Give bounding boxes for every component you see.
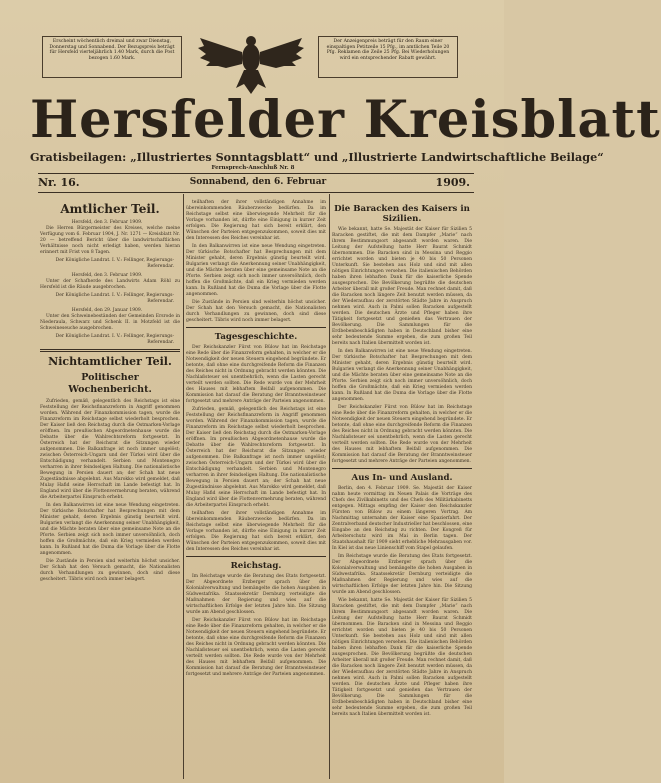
article-text: Die Zustände in Persien sind weiterhin höchst unsicher. Der Schah hat den Versuch gemacht, die Nationalisten durch Verhandlungen zu gewinnen, doch sind diese gescheitert. Täbris wird noch immer belagert. (40, 559, 180, 582)
article-heading-ausland: Aus In- und Ausland. (351, 473, 453, 483)
article-wochenbericht (40, 399, 180, 583)
article-text: Zufrieden, gemäß, gelegentlich des Reichstags ist eine Feststellung der Reichsfinanzreform in Angriff genommen worden. Während der Finanzkommission tagen, wurde die Finanzreform im Reichstage selbst wiederholt besprochen. Der Kaiser ließ den Reichstag durch die Ostmarken-Vorlage eröffnen. Im preußischen Abgeordnetenhause wurde die Debatte über die Wahlrechtsreform fortgesetzt. In Österreich hat der Reichsrat die Sitzungen wieder aufgenommen. Die Balkanfrage ist noch immer ungelöst; zwischen Österreich-Ungarn und der Türkei wird über die Entschädigung verhandelt. Serbien und Montenegro verharren in ihrer feindseligen Haltung. Die nationalistische Bewegung in Persien dauert an; der Schah hat neue Zugeständnisse abgelehnt. Aus Marokko wird gemeldet, daß Mulay Hafid seine Herrschaft im Lande befestigt hat. In England wird über die Flottenvermehrung beraten, während die Arbeiterpartei Einspruch erhebt. (40, 399, 180, 500)
article-text: Die Zustände in Persien sind weiterhin höchst unsicher. Der Schah hat den Versuch gemacht, die Nationalisten durch Verhandlungen zu gewinnen, doch sind diese gescheitert. Täbris wird noch immer belagert. (186, 300, 326, 323)
section-divider (186, 327, 326, 328)
notice-1 (40, 220, 180, 270)
article-heading-baracken: Die Baracken des Kaisers in Sizilien. (334, 204, 470, 224)
column-3 (332, 200, 472, 778)
notice-date: Hersfeld, den 3. Februar 1909. (71, 273, 143, 278)
article-tagesgeschichte (186, 345, 326, 553)
article-heading-reichstag: Reichstag. (230, 561, 282, 571)
notice-signature: Der Königliche Landrat. I. V.: Fellinger, Regierungs-Referendar. (55, 334, 174, 345)
article-heading-tagesgeschichte: Tagesgeschichte. (214, 332, 298, 342)
article-text: Im Reichstage wurde die Beratung des Etats fortgesetzt. Der Abgeordnete Erzberger sprach über die Kolonialverwaltung und bemängelte die hohen Ausgaben in Südwestafrika. Staatssekretär Dernburg verteidigte die Maßnahmen der Regierung und wies auf die wirtschaftlichen Erfolge der letzten Jahre hin. Die Sitzung wurde am Abend geschlossen. (186, 574, 326, 615)
article-text: Im Reichstage wurde die Beratung des Etats fortgesetzt. Der Abgeordnete Erzberger sprach über die Kolonialverwaltung und bemängelte die hohen Ausgaben in Südwestafrika. Staatssekretär Dernburg verteidigte die Maßnahmen der Regierung und wies auf die wirtschaftlichen Erfolge der letzten Jahre hin. Die Sitzung wurde am Abend geschlossen. (332, 554, 472, 595)
article-continued (186, 200, 326, 324)
column-2 (186, 200, 326, 778)
article-text: Berlin, den 4. Februar 1909. Se. Majestät der Kaiser nahm heute vormittag im Neuen Palais die Vorträge des Chefs des Zivilkabinetts und des Chefs des Militärkabinetts entgegen. Mittags empfing der Kaiser den Reichskanzler Fürsten von Bülow zu einem längeren Vortrag. Am Nachmittag unternahm der Kaiser eine Spazierfahrt. Der Zentralverband deutscher Industrieller hat beschlossen, eine Eingabe an den Reichstag zu richten. Der Kongreß für Arbeiterschutz wird im Mai in Berlin tagen. Der Staatshaushalt für 1909 sieht erhebliche Mehrausgaben vor. In Kiel ist das neue Linienschiff vom Stapel gelaufen. (332, 486, 473, 551)
phone-number: Fernsprech-Anschluß Nr. 8 (211, 165, 295, 171)
column-1 (40, 200, 180, 778)
section-heading-amtlich: Amtlicher Teil. (60, 202, 160, 216)
notice-text: Unter den Schweinebeständen der Gemeinden Ersrode in Niederaula, Schwarz und Schenk II. in Motzfeld ist die Schweineseuche ausgebrochen. (40, 314, 180, 331)
notice-text: Unter der Schafherde des Landwirts Adam Röhl zu Hersfeld ist die Räude ausgebrochen. (40, 279, 180, 290)
header-rule-bottom (38, 192, 474, 193)
article-reichstag (186, 574, 326, 678)
notice-text: Die Herren Bürgermeister des Kreises, welche meine Verfügung vom 6. Februar 1904, J. Nr. 1271 — Kreisblatt Nr. 20 — betreffend Bericht über die landwirtschaftlichen Verhältnisse noch nicht erledigt haben, werden hieran erinnert mit Frist von 8 Tagen. (40, 226, 180, 255)
advertising-info-box: Der Anzeigenpreis beträgt für den Raum einer einspaltigen Petitzeile 15 Pfg., im amtlichen Teile 20 Pfg. Reklamen die Zeile 25 Pfg. Bei Wiederholungen wird ein entsprechender Rabatt gewährt. (318, 36, 458, 78)
article-ausland (332, 486, 472, 718)
article-text: teilhaften der ihrer vollständigen Annahme im übereinkommenden Räuberzwecke bedürfen. Da im Reichstage selbst eine überwiegende Mehrheit für die Vorlage vorhanden ist, dürfte eine Einigung in kurzer Zeit erfolgen. Die Regierung hat sich bereit erklärt, den Wünschen der Parteien entgegenzukommen, soweit dies mit den Interessen des Reiches vereinbar ist. (186, 200, 326, 241)
subscription-info-box: Erscheint wöchentlich dreimal und zwar Dienstag, Donnerstag und Sonnabend. Der Bezugspreis beträgt für Hersfeld vierteljährlich 1.40 Mark, durch die Post bezogen 1.60 Mark. (42, 36, 182, 78)
notice-signature: Der Königliche Landrat. I. V.: Fellinger, Regierungs-Referendar. (55, 258, 174, 269)
article-text: Zufrieden, gemäß, gelegentlich des Reichstags ist eine Feststellung der Reichsfinanzreform in Angriff genommen worden. Während der Finanzkommission tagen, wurde die Finanzreform im Reichstage selbst wiederholt besprochen. Der Kaiser ließ den Reichstag durch die Ostmarken-Vorlage eröffnen. Im preußischen Abgeordnetenhause wurde die Debatte über die Wahlrechtsreform fortgesetzt. In Österreich hat der Reichsrat die Sitzungen wieder aufgenommen. Die Balkanfrage ist noch immer ungelöst; zwischen Österreich-Ungarn und der Türkei wird über die Entschädigung verhandelt. Serbien und Montenegro verharren in ihrer feindseligen Haltung. Die nationalistische Bewegung in Persien dauert an; der Schah hat neue Zugeständnisse abgelehnt. Aus Marokko wird gemeldet, daß Mulay Hafid seine Herrschaft im Lande befestigt hat. In England wird über die Flottenvermehrung beraten, während die Arbeiterpartei Einspruch erhebt. (186, 407, 326, 508)
header-rule-top (38, 173, 474, 174)
section-divider (40, 349, 180, 352)
eagle-emblem-icon (196, 28, 306, 98)
notice-date: Hersfeld, den 29. Januar 1909. (71, 308, 143, 313)
article-text: Wie bekannt, hatte Se. Majestät der Kaiser für Sizilien 5 Baracken gestiftet, die mit dem Dampfer „Marie“ nach ihrem Bestimmungsort abgesandt worden waren. Die Leitung der Aufstellung hatte Herr Baurat Schmidt übernommen. Die Baracken sind in Messina und Reggio errichtet worden und bieten je 40 bis 50 Personen Unterkunft. Sie bestehen aus Holz und sind mit allen nötigen Einrichtungen versehen. Die italienischen Behörden haben ihren lebhaften Dank für die kaiserliche Spende ausgesprochen. Die Bevölkerung begrüßte die deutschen Arbeiter überall mit großer Freude. Man rechnet damit, daß die Baracken noch längere Zeit benutzt werden müssen, da der Wiederaufbau der zerstörten Städte Jahre in Anspruch nehmen wird. Auch in Palmi sollen Baracken aufgestellt werden. Die deutschen Ärzte und Pfleger haben ihre Tätigkeit fortgesetzt und genießen das Vertrauen der Bevölkerung. Die Sammlungen für die Erdbebenbeschädigten haben in Deutschland bisher eine sehr bedeutende Summe ergeben, die zum großen Teil bereits nach Italien übermittelt worden ist. (332, 227, 472, 346)
dateline (38, 176, 474, 190)
issue-year: 1909. (435, 176, 470, 189)
article-text: teilhaften der ihrer vollständigen Annahme im übereinkommenden Räuberzwecke bedürfen. Da im Reichstage selbst eine überwiegende Mehrheit für die Vorlage vorhanden ist, dürfte eine Einigung in kurzer Zeit erfolgen. Die Regierung hat sich bereit erklärt, den Wünschen der Parteien entgegenzukommen, soweit dies mit den Interessen des Reiches vereinbar ist. (186, 511, 326, 552)
notice-signature: Der Königliche Landrat. I. V.: Fellinger, Regierungs-Referendar. (55, 293, 174, 304)
article-baracken (332, 227, 472, 465)
masthead-title: Hersfelder Kreisblatt (30, 90, 661, 150)
article-text: In den Balkanwirren ist eine neue Wendung eingetreten. Der türkische Botschafter hat Besprechungen mit dem Minister gehabt, deren Ergebnis günstig beurteilt wird. Bulgarien verlangt die Anerkennung seiner Unabhängigkeit, und die Mächte beraten über eine gemeinsame Note an die Pforte. Serbien zeigt sich noch immer unversöhnlich, doch hoffen die Großmächte, daß ein Krieg vermieden werden kann. In Rußland hat die Duma die Vorlage über die Flotte angenommen. (186, 244, 326, 297)
article-text: In den Balkanwirren ist eine neue Wendung eingetreten. Der türkische Botschafter hat Besprechungen mit dem Minister gehabt, deren Ergebnis günstig beurteilt wird. Bulgarien verlangt die Anerkennung seiner Unabhängigkeit, und die Mächte beraten über eine gemeinsame Note an die Pforte. Serbien zeigt sich noch immer unversöhnlich, doch hoffen die Großmächte, daß ein Krieg vermieden werden kann. In Rußland hat die Duma die Vorlage über die Flotte angenommen. (332, 349, 472, 402)
issue-number: Nr. 16. (38, 176, 80, 189)
section-divider (332, 468, 472, 469)
section-heading-nichtamtlich: Nichtamtlicher Teil. (48, 355, 172, 368)
notice-2 (40, 273, 180, 305)
column-divider (183, 194, 184, 779)
supplements-line: Gratisbeilagen: „Illustriertes Sonntagsblatt“ und „Illustrierte Landwirtschaftliche Beilage“ (30, 150, 604, 164)
article-text: In den Balkanwirren ist eine neue Wendung eingetreten. Der türkische Botschafter hat Besprechungen mit dem Minister gehabt, deren Ergebnis günstig beurteilt wird. Bulgarien verlangt die Anerkennung seiner Unabhängigkeit, und die Mächte beraten über eine gemeinsame Note an die Pforte. Serbien zeigt sich noch immer unversöhnlich, doch hoffen die Großmächte, daß ein Krieg vermieden werden kann. In Rußland hat die Duma die Vorlage über die Flotte angenommen. (40, 503, 180, 556)
section-divider (186, 556, 326, 557)
article-text: Der Reichskanzler Fürst von Bülow hat im Reichstage eine Rede über die Finanzreform gehalten, in welcher er die Notwendigkeit der neuen Steuern eingehend begründete. Er betonte, daß ohne eine durchgreifende Reform die Finanzen des Reiches nicht in Ordnung gebracht werden könnten. Die Nachlaßsteuer sei unentbehrlich, wenn die Lasten gerecht verteilt werden sollten. Die Rede wurde von der Mehrheit des Hauses mit lebhaftem Beifall aufgenommen. Die Kommission hat darauf die Beratung der Branntweinsteuer fortgesetzt und mehrere Anträge der Parteien angenommen. (186, 618, 326, 677)
article-text: Wie bekannt, hatte Se. Majestät der Kaiser für Sizilien 5 Baracken gestiftet, die mit dem Dampfer „Marie“ nach ihrem Bestimmungsort abgesandt worden waren. Die Leitung der Aufstellung hatte Herr Baurat Schmidt übernommen. Die Baracken sind in Messina und Reggio errichtet worden und bieten je 40 bis 50 Personen Unterkunft. Sie bestehen aus Holz und sind mit allen nötigen Einrichtungen versehen. Die italienischen Behörden haben ihren lebhaften Dank für die kaiserliche Spende ausgesprochen. Die Bevölkerung begrüßte die deutschen Arbeiter überall mit großer Freude. Man rechnet damit, daß die Baracken noch längere Zeit benutzt werden müssen, da der Wiederaufbau der zerstörten Städte Jahre in Anspruch nehmen wird. Auch in Palmi sollen Baracken aufgestellt werden. Die deutschen Ärzte und Pfleger haben ihre Tätigkeit fortgesetzt und genießen das Vertrauen der Bevölkerung. Die Sammlungen für die Erdbebenbeschädigten haben in Deutschland bisher eine sehr bedeutende Summe ergeben, die zum großen Teil bereits nach Italien übermittelt worden ist. (332, 598, 472, 717)
article-heading-wochenbericht: Politischer Wochenbericht. (68, 372, 152, 395)
issue-date: Sonnabend, den 6. Februar (189, 177, 327, 187)
article-text: Der Reichskanzler Fürst von Bülow hat im Reichstage eine Rede über die Finanzreform gehalten, in welcher er die Notwendigkeit der neuen Steuern eingehend begründete. Er betonte, daß ohne eine durchgreifende Reform die Finanzen des Reiches nicht in Ordnung gebracht werden könnten. Die Nachlaßsteuer sei unentbehrlich, wenn die Lasten gerecht verteilt werden sollten. Die Rede wurde von der Mehrheit des Hauses mit lebhaftem Beifall aufgenommen. Die Kommission hat darauf die Beratung der Branntweinsteuer fortgesetzt und mehrere Anträge der Parteien angenommen. (332, 405, 472, 464)
column-divider (329, 194, 330, 779)
article-text: Der Reichskanzler Fürst von Bülow hat im Reichstage eine Rede über die Finanzreform gehalten, in welcher er die Notwendigkeit der neuen Steuern eingehend begründete. Er betonte, daß ohne eine durchgreifende Reform die Finanzen des Reiches nicht in Ordnung gebracht werden könnten. Die Nachlaßsteuer sei unentbehrlich, wenn die Lasten gerecht verteilt werden sollten. Die Rede wurde von der Mehrheit des Hauses mit lebhaftem Beifall aufgenommen. Die Kommission hat darauf die Beratung der Branntweinsteuer fortgesetzt und mehrere Anträge der Parteien angenommen. (186, 345, 326, 404)
notice-3 (40, 308, 180, 346)
notice-date: Hersfeld, den 3. Februar 1909. (71, 220, 143, 225)
